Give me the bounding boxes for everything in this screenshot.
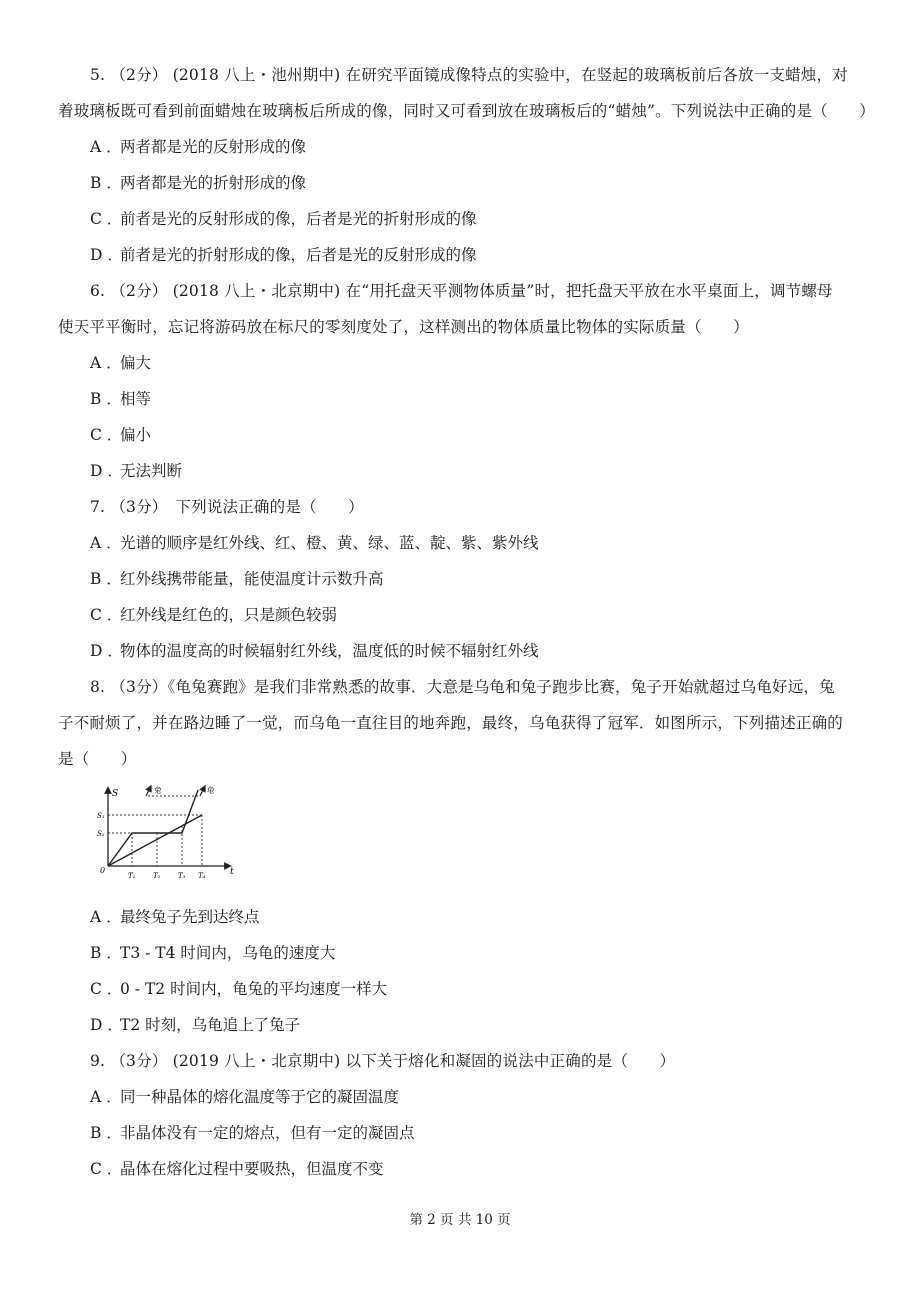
option-letter: D ． [90,246,123,264]
question-9-option-b [90,1123,415,1143]
s1-label: S₁ [97,812,105,820]
option-text: 物体的温度高的时候辐射红外线，温度低的时候不辐射红外线 [120,642,539,660]
question-8-line-2: 子不耐烦了，并在路边睡了一觉，而乌龟一直往目的地奔跑，最终，乌龟获得了冠军．如图所示，下列描述正确的 [58,714,844,732]
option-letter: C ． [90,980,123,998]
option-letter: D ． [90,642,123,660]
option-letter: C ． [90,210,123,228]
question-5-option-b [90,173,306,193]
t2-label: T₂ [153,872,161,880]
hare-curve [108,790,198,866]
question-9-option-a [90,1087,399,1107]
option-letter: B ． [90,1124,122,1142]
option-text: 同一种晶体的熔化温度等于它的凝固温度 [120,1088,400,1106]
option-text: 最终兔子先到达终点 [120,908,260,926]
s2-label: S₂ [97,830,105,838]
option-letter: A ． [90,138,122,156]
option-text: 偏大 [120,354,152,372]
option-text: 两者都是光的折射形成的像 [120,174,307,192]
option-text: 非晶体没有一定的熔点，但有一定的凝固点 [120,1124,415,1142]
option-text: 无法判断 [120,462,183,480]
option-letter: D ． [90,1016,123,1034]
question-7-line-1: 7. （3分） 下列说法正确的是（ ） [90,498,364,516]
tortoise-curve [108,815,202,866]
option-text: 相等 [120,390,152,408]
option-letter: B ． [90,570,122,588]
question-9-line-1: 9. （3分） (2019 八上・北京期中) 以下关于熔化和凝固的说法中正确的是（ ） [90,1052,676,1070]
option-letter: A ． [90,908,122,926]
question-8-line-3: 是（ ） [58,750,137,768]
t4-label: T₄ [198,872,206,880]
question-7-option-c [90,605,337,625]
option-text: 红外线携带能量，能使温度计示数升高 [120,570,384,588]
origin-label: 0 [100,866,106,875]
question-5-option-c [90,209,477,229]
question-6-line-1: 6. （2分） (2018 八上・北京期中) 在“用托盘天平测物体质量”时，把托盘天平放在水平桌面上，调节螺母 [90,282,833,300]
option-letter: C ． [90,1160,123,1178]
question-8-line-1: 8. （3分）《龟兔赛跑》是我们非常熟悉的故事．大意是乌龟和兔子跑步比赛，兔子开始就超过乌龟好远，兔 [90,678,835,696]
option-text: 红外线是红色的，只是颜色较弱 [120,606,338,624]
option-text: 前者是光的折射形成的像，后者是光的反射形成的像 [120,246,477,264]
option-text: 前者是光的反射形成的像，后者是光的折射形成的像 [120,210,477,228]
option-text: 0 - T2 时间内，龟兔的平均速度一样大 [120,980,388,998]
hare-arrow [146,788,150,796]
option-text: T2 时刻，乌龟追上了兔子 [120,1016,301,1034]
question-9-option-c [90,1159,384,1179]
option-letter: C ． [90,606,123,624]
question-6-option-d [90,461,182,481]
question-6-option-b [90,389,151,409]
option-text: 两者都是光的反射形成的像 [120,138,307,156]
question-5-line-2: 着玻璃板既可看到前面蜡烛在玻璃板后所成的像，同时又可看到放在玻璃板后的“蜡烛”。下列说法中正确的是（ ） [58,102,875,120]
question-7-option-b [90,569,384,589]
question-7-option-d [90,641,539,661]
option-letter: A ． [90,354,122,372]
option-text: 偏小 [120,426,152,444]
option-letter: A ． [90,1088,122,1106]
question-8-option-c [90,979,387,999]
t1-label: T₁ [128,872,136,880]
option-letter: C ． [90,426,123,444]
tortoise-arrow [200,788,204,796]
option-text: T3 - T4 时间内，乌龟的速度大 [120,944,336,962]
t3-label: T₃ [178,872,186,880]
question-5-line-1: 5. （2分） (2018 八上・池州期中) 在研究平面镜成像特点的实验中，在竖起的玻璃板前后各放一支蜡烛，对 [90,66,848,84]
tortoise-label: 龟 [206,786,214,795]
option-text: 晶体在熔化过程中要吸热，但温度不变 [120,1160,384,1178]
hare-label: 兔 [153,786,161,795]
question-8-option-a [90,907,260,927]
s-axis-label: S [112,789,119,799]
question-8-option-d [90,1015,300,1035]
option-letter: B ． [90,174,122,192]
question-8-option-b [90,943,335,963]
option-letter: B ． [90,390,122,408]
t-axis-label: t [230,867,234,877]
question-6-option-c [90,425,151,445]
question-5-option-a [90,137,306,157]
option-letter: D ． [90,462,123,480]
page-footer: 第 2 页 共 10 页 [409,1212,511,1228]
question-5-option-d [90,245,477,265]
option-letter: A ． [90,534,122,552]
question-6-option-a [90,353,151,373]
option-letter: B ． [90,944,122,962]
option-text: 光谱的顺序是红外线、红、橙、黄、绿、蓝、靛、紫、紫外线 [120,534,539,552]
tortoise-hare-st-graph [88,784,238,884]
question-7-option-a [90,533,539,553]
question-6-line-2: 使天平平衡时，忘记将游码放在标尺的零刻度处了，这样测出的物体质量比物体的实际质量（ ） [58,318,749,336]
